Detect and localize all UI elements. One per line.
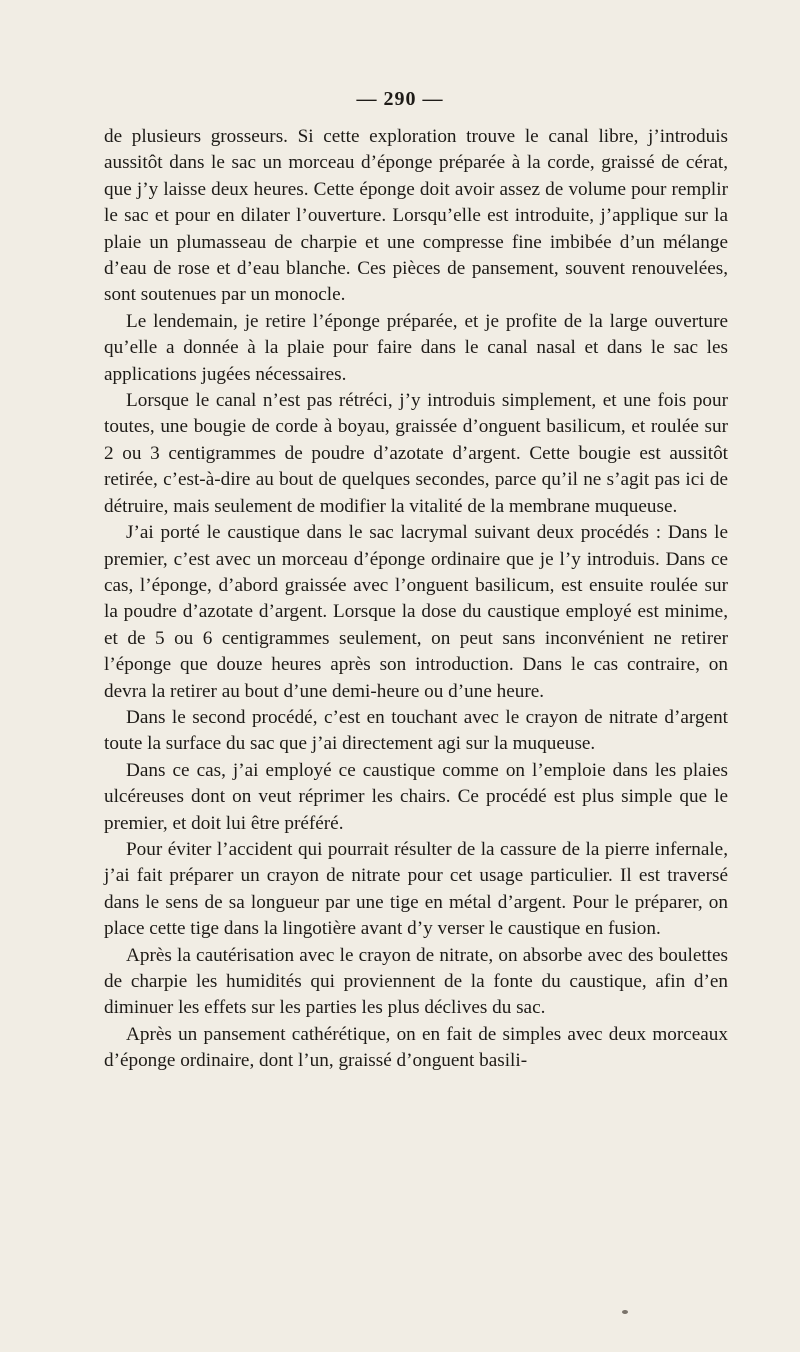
paragraph: Dans le second procédé, c’est en touchant avec le crayon de nitrate d’argent toute la surface du sac que j’ai directement agi sur la muqueuse. [104,706,728,755]
paragraph: Le lendemain, je retire l’éponge préparée, et je profite de la large ouverture qu’elle a donnée à la plaie pour faire dans le canal nasal et dans le sac les applications jugées nécessaires. [104,310,728,385]
ink-speck [622,1310,628,1314]
paragraph: Après un pansement cathérétique, on en fait de simples avec deux morceaux d’éponge ordinaire, dont l’un, graissé d’onguent basili- [104,1023,728,1072]
body-text [104,124,728,1075]
paragraph: Dans ce cas, j’ai employé ce caustique comme on l’emploie dans les plaies ulcéreuses dont on veut réprimer les chairs. Ce procédé est plus simple que le premier, et doit lui être préféré. [104,759,728,834]
paragraph: J’ai porté le caustique dans le sac lacrymal suivant deux procédés : Dans le premier, c’est avec un morceau d’éponge ordinaire que je l’y introduis. Dans ce cas, l’éponge, d’abord graissée avec l’onguent basilicum, est ensuite roulée sur la poudre d’azotate d’argent. Lorsque la dose du caustique employé est minime, et de 5 ou 6 centigrammes seulement, on peut sans inconvénient ne retirer l’éponge que douze heures après son introduction. Dans le cas contraire, on devra la retirer au bout d’une demi-heure ou d’une heure. [104,522,728,702]
paragraph: Après la cautérisation avec le crayon de nitrate, on absorbe avec des boulettes de charpie les humidités qui proviennent de la fonte du caustique, afin d’en diminuer les effets sur les parties les plus déclives du sac. [104,944,728,1019]
paragraph: de plusieurs grosseurs. Si cette exploration trouve le canal libre, j’introduis aussitôt dans le sac un morceau d’éponge préparée à la corde, graissé de cérat, que j’y laisse deux heures. Cette éponge doit avoir assez de volume pour remplir le sac et pour en dilater l’ouverture. Lorsqu’elle est introduite, j’applique sur la plaie un plumasseau de charpie et une compresse fine imbibée d’un mélange d’eau de rose et d’eau blanche. Ces pièces de pansement, souvent renouvelées, sont soutenues par un monocle. [104,126,728,306]
paragraph: Lorsque le canal n’est pas rétréci, j’y introduis simplement, et une fois pour toutes, une bougie de corde à boyau, graissée d’onguent basilicum, et roulée sur 2 ou 3 centigrammes de poudre d’azotate d’argent. Cette bougie est aussitôt retirée, c’est-à-dire au bout de quelques secondes, parce qu’il ne s’agit pas ici de détruire, mais seulement de modifier la vitalité de la membrane muqueuse. [104,390,728,517]
page-number: — 290 — [356,88,444,110]
paragraph: Pour éviter l’accident qui pourrait résulter de la cassure de la pierre infernale, j’ai fait préparer un crayon de nitrate pour cet usage particulier. Il est traversé dans le sens de sa longueur par une tige en métal d’argent. Pour le préparer, on place cette tige dans la lingotière avant d’y verser le caustique en fusion. [104,838,728,940]
